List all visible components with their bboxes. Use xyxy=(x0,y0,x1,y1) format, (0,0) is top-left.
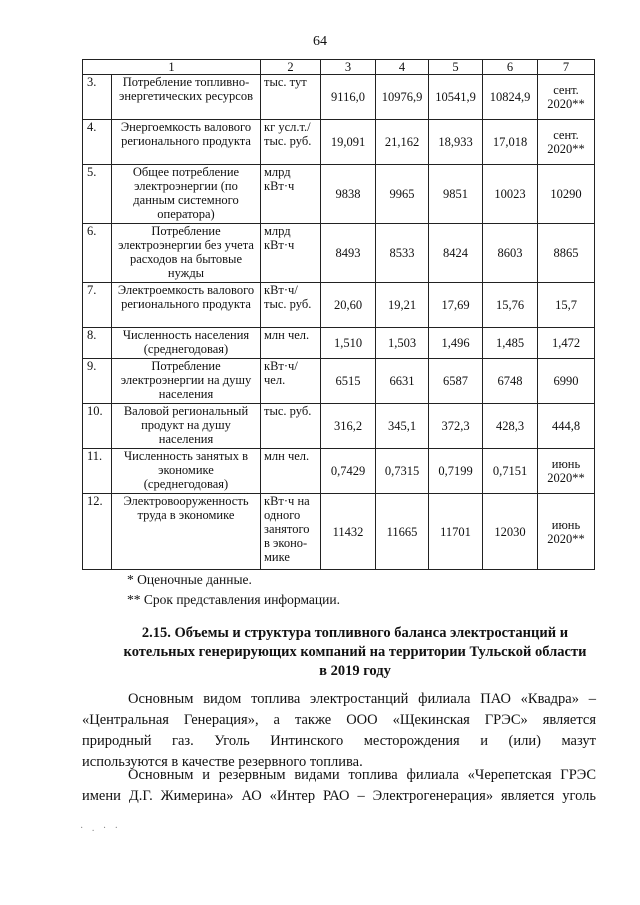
row-number: 6. xyxy=(83,224,112,283)
table-header-cell: 6 xyxy=(483,60,538,75)
value-cell: 1,496 xyxy=(429,328,483,359)
value-cell: 8865 xyxy=(538,224,595,283)
table-row xyxy=(83,328,595,359)
unit: тыс. тут xyxy=(261,75,321,120)
value-cell: 1,472 xyxy=(538,328,595,359)
table-row xyxy=(83,283,595,328)
footnote-estimated: * Оценочные данные. xyxy=(127,572,252,587)
value-cell: 10824,9 xyxy=(483,75,538,120)
unit: кВт·ч/ тыс. руб. xyxy=(261,283,321,328)
value-cell: 11665 xyxy=(376,494,429,570)
unit: тыс. руб. xyxy=(261,404,321,449)
unit: кВт·ч/ чел. xyxy=(261,359,321,404)
indicator-name: Потребление электроэнергии без учета расходов на бытовые нужды xyxy=(112,224,261,283)
paragraph-line: используются в качестве резервного топлива. xyxy=(82,754,363,770)
value-cell: 6990 xyxy=(538,359,595,404)
section-heading-line: 2.15. Объемы и структура топливного баланса электростанций и xyxy=(141,625,569,641)
value-cell: 1,510 xyxy=(321,328,376,359)
value-cell: июнь 2020** xyxy=(538,494,595,570)
unit: кг усл.т./ тыс. руб. xyxy=(261,120,321,165)
value-cell: 9838 xyxy=(321,165,376,224)
unit: млн чел. xyxy=(261,328,321,359)
value-cell: сент. 2020** xyxy=(538,75,595,120)
value-cell: 10023 xyxy=(483,165,538,224)
indicator-name: Потребление топливно-энергетических ресурсов xyxy=(112,75,261,120)
scan-specks: · . · · xyxy=(80,823,121,834)
value-cell: 6748 xyxy=(483,359,538,404)
value-cell: 10541,9 xyxy=(429,75,483,120)
unit: кВт·ч на одного занятого в эконо-мике xyxy=(261,494,321,570)
table-header-cell: 1 xyxy=(83,60,261,75)
indicator-name: Электроемкость валового регионального продукта xyxy=(112,283,261,328)
row-number: 12. xyxy=(83,494,112,570)
table-row xyxy=(83,75,595,120)
value-cell: 6631 xyxy=(376,359,429,404)
table-header-cell: 7 xyxy=(538,60,595,75)
section-heading xyxy=(95,624,615,681)
paragraph-line: «Центральная Генерация», а также ООО «Щекинская ГРЭС» является xyxy=(82,712,596,728)
value-cell: 0,7429 xyxy=(321,449,376,494)
value-cell: 8603 xyxy=(483,224,538,283)
paragraph-fuel-kvadra xyxy=(82,689,596,773)
value-cell: июнь 2020** xyxy=(538,449,595,494)
value-cell: сент. 2020** xyxy=(538,120,595,165)
table-row xyxy=(83,165,595,224)
value-cell: 1,503 xyxy=(376,328,429,359)
table-row xyxy=(83,120,595,165)
unit: млрд кВт·ч xyxy=(261,224,321,283)
row-number: 4. xyxy=(83,120,112,165)
table-header-cell: 4 xyxy=(376,60,429,75)
value-cell: 0,7151 xyxy=(483,449,538,494)
indicator-name: Энергоемкость валового регионального продукта xyxy=(112,120,261,165)
value-cell: 8424 xyxy=(429,224,483,283)
value-cell: 6515 xyxy=(321,359,376,404)
row-number: 10. xyxy=(83,404,112,449)
table-header-cell: 3 xyxy=(321,60,376,75)
paragraph-line: Основным и резервным видами топлива филиала «Черепетская ГРЭС xyxy=(128,767,596,783)
indicator-name: Валовой региональный продукт на душу населения xyxy=(112,404,261,449)
value-cell: 17,69 xyxy=(429,283,483,328)
indicator-name: Численность населения (среднегодовая) xyxy=(112,328,261,359)
indicator-name: Численность занятых в экономике (среднегодовая) xyxy=(112,449,261,494)
value-cell: 12030 xyxy=(483,494,538,570)
value-cell: 9116,0 xyxy=(321,75,376,120)
value-cell: 6587 xyxy=(429,359,483,404)
page-number: 64 xyxy=(313,34,327,49)
value-cell: 21,162 xyxy=(376,120,429,165)
value-cell: 11701 xyxy=(429,494,483,570)
value-cell: 17,018 xyxy=(483,120,538,165)
row-number: 9. xyxy=(83,359,112,404)
table-row xyxy=(83,449,595,494)
value-cell: 10976,9 xyxy=(376,75,429,120)
value-cell: 428,3 xyxy=(483,404,538,449)
row-number: 11. xyxy=(83,449,112,494)
value-cell: 19,21 xyxy=(376,283,429,328)
value-cell: 8533 xyxy=(376,224,429,283)
paragraph-fuel-cherepet xyxy=(82,765,596,807)
value-cell: 15,7 xyxy=(538,283,595,328)
value-cell: 10290 xyxy=(538,165,595,224)
value-cell: 19,091 xyxy=(321,120,376,165)
value-cell: 20,60 xyxy=(321,283,376,328)
indicator-name: Общее потребление электроэнергии (по данным системного оператора) xyxy=(112,165,261,224)
row-number: 7. xyxy=(83,283,112,328)
value-cell: 316,2 xyxy=(321,404,376,449)
value-cell: 15,76 xyxy=(483,283,538,328)
indicator-name: Потребление электроэнергии на душу населения xyxy=(112,359,261,404)
value-cell: 18,933 xyxy=(429,120,483,165)
paragraph-line: Основным видом топлива электростанций филиала ПАО «Квадра» – xyxy=(128,691,596,707)
table-row xyxy=(83,359,595,404)
paragraph-line: имени Д.Г. Жимерина» АО «Интер РАО – Электрогенерация» является уголь xyxy=(82,788,596,804)
unit: млрд кВт·ч xyxy=(261,165,321,224)
value-cell: 9851 xyxy=(429,165,483,224)
value-cell: 0,7315 xyxy=(376,449,429,494)
paragraph-line: природный газ. Уголь Интинского месторождения и (или) мазут xyxy=(82,733,596,749)
table-header-cell: 5 xyxy=(429,60,483,75)
row-number: 5. xyxy=(83,165,112,224)
value-cell: 444,8 xyxy=(538,404,595,449)
indicator-name: Электровооруженность труда в экономике xyxy=(112,494,261,570)
section-heading-line: котельных генерирующих компаний на территории Тульской области xyxy=(123,644,587,660)
row-number: 3. xyxy=(83,75,112,120)
unit: млн чел. xyxy=(261,449,321,494)
table-header-cell: 2 xyxy=(261,60,321,75)
value-cell: 0,7199 xyxy=(429,449,483,494)
footnote-deadline: ** Срок представления информации. xyxy=(127,592,340,607)
row-number: 8. xyxy=(83,328,112,359)
value-cell: 8493 xyxy=(321,224,376,283)
value-cell: 1,485 xyxy=(483,328,538,359)
table-header-row xyxy=(83,60,595,75)
section-heading-line: в 2019 году xyxy=(319,663,391,679)
table-row xyxy=(83,404,595,449)
value-cell: 372,3 xyxy=(429,404,483,449)
table-row xyxy=(83,224,595,283)
table-row xyxy=(83,494,595,570)
value-cell: 345,1 xyxy=(376,404,429,449)
value-cell: 11432 xyxy=(321,494,376,570)
value-cell: 9965 xyxy=(376,165,429,224)
statistics-table xyxy=(82,59,595,570)
